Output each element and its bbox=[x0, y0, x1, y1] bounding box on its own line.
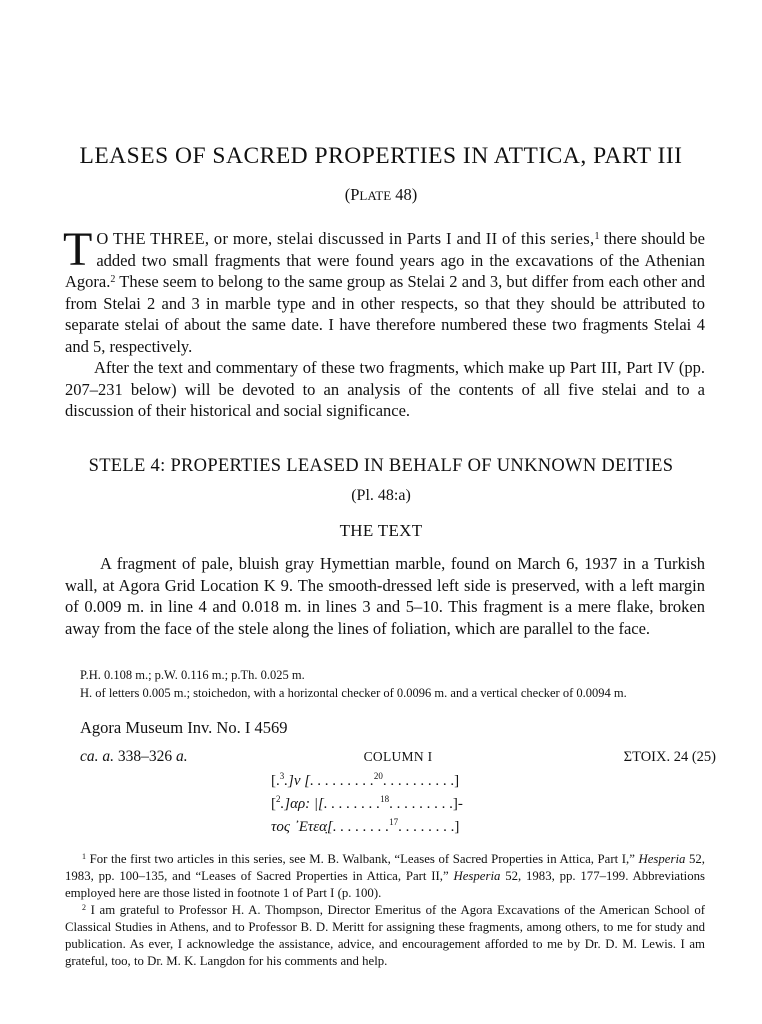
museum-inventory: Agora Museum Inv. No. I 4569 bbox=[80, 718, 288, 737]
intro-paragraph-1 bbox=[63, 223, 705, 357]
column-label: COLUMN I bbox=[363, 749, 433, 764]
date-ca: ca. a. bbox=[80, 748, 115, 765]
measurement-line-1: P.H. 0.108 m.; p.W. 0.116 m.; p.Th. 0.025 m. bbox=[80, 668, 305, 682]
inscription-line: τος ᾽Ετεα̣[. . . . . . . .$^{17}$. . . . . . . .] bbox=[271, 817, 460, 835]
plate-smallcaps: LATE bbox=[359, 188, 392, 203]
plate-close: 48) bbox=[391, 185, 418, 204]
intro-paragraph-2: After the text and commentary of these two fragments, which make up Part III, Part IV (pp. 207–231 below) will be devoted to an analysis of the contents of all five stelai and to a discussion of their historical and social significance. bbox=[65, 358, 705, 420]
plate-ref-section: (Pl. 48:a) bbox=[351, 487, 411, 504]
measurements bbox=[80, 666, 720, 702]
intro-middle: there should be added two small fragments that were found years ago in the excavations of the Athenian Agora. bbox=[65, 229, 705, 291]
inscription-line: [$^2$.]αρ: |[. . . . . . . .$^{18}$. . . . . . . . .]- bbox=[271, 794, 463, 812]
stoichedon-label: ΣΤΟΙΧ. 24 (25) bbox=[623, 749, 716, 765]
introduction bbox=[63, 223, 705, 422]
fragment-description: A fragment of pale, bluish gray Hymettian marble, found on March 6, 1937 in a Turkish wall, at Agora Grid Location K 9. The smooth-dressed left side is preserved, with a left margin of 0.009 m. in line 4 and 0.018 m. in lines 3 and 5–10. This fragment is a mere flake, broken away from the face of the stele along the lines of foliation, which are parallel to the face. bbox=[65, 554, 705, 638]
inscription-line: [.$^3$.]ν [. . . . . . . . .$^{20}$. . . . . . . . . .] bbox=[271, 771, 460, 789]
footnote-number: 1 bbox=[82, 852, 86, 861]
footnote-2: $^2$ I am grateful to Professor H. A. Thompson, Director Emeritus of the Agora Excavations of the American School of Classical Studies in Athens, and to Professor B. D. Meritt for assigning these fragments, among others, to me for study and publication. As ever, I acknowledge the assistance, advice, and encouragement afforded to me by Dr. D. M. Lewis. I am grateful, too, to Dr. M. K. Langdon for his comments and help. bbox=[65, 903, 705, 968]
subsection-heading: THE TEXT bbox=[339, 521, 423, 540]
footnote-ref-2[interactable]: 2 bbox=[110, 274, 116, 285]
inscription-text bbox=[271, 770, 463, 839]
footnote-1: $^1$ For the first two articles in this series, see M. B. Walbank, “Leases of Sacred Properties in Attica, Part I,” Hesperia 52, 1983, pp. 100–135, and “Leases of Sacred Properties in Attica, Part II,” Hesperia 52, 1983, pp. 177–199. Abbreviations employed here are those listed in footnote 1 of Part I (p. 100). bbox=[65, 852, 705, 900]
journal-name: Hesperia bbox=[638, 852, 686, 866]
drop-cap: T bbox=[63, 223, 93, 276]
date-years: 338–326 bbox=[114, 748, 177, 765]
intro-end: These seem to belong to the same group as Stelai 2 and 3, but differ from each other and from Stelai 2 and 3 in marble type and in other respects, so that they should be attributed to separate stelai of about the same date. I have therefore numbered these two fragments Stelai 4 and 5, respectively. bbox=[65, 272, 705, 356]
footnotes bbox=[65, 851, 705, 970]
plate-reference bbox=[0, 185, 762, 205]
section-heading: STELE 4: PROPERTIES LEASED IN BEHALF OF UNKNOWN DEITIES bbox=[88, 456, 674, 476]
measurement-line-2: H. of letters 0.005 m.; stoichedon, with a horizontal checker of 0.0096 m. and a vertical checker of 0.0094 m. bbox=[80, 686, 627, 700]
intro-opening: O THE THREE, or more, stelai discussed in Parts I and II of this series, bbox=[96, 229, 595, 248]
footnote-ref-1[interactable]: 1 bbox=[594, 231, 600, 242]
plate-open: (P bbox=[344, 185, 360, 204]
inscription-header bbox=[80, 748, 716, 768]
footnote-number: 2 bbox=[82, 903, 86, 912]
article-title: LEASES OF SACRED PROPERTIES IN ATTICA, PART III bbox=[79, 143, 683, 169]
date-a: a. bbox=[176, 748, 188, 765]
journal-name: Hesperia bbox=[453, 869, 501, 883]
